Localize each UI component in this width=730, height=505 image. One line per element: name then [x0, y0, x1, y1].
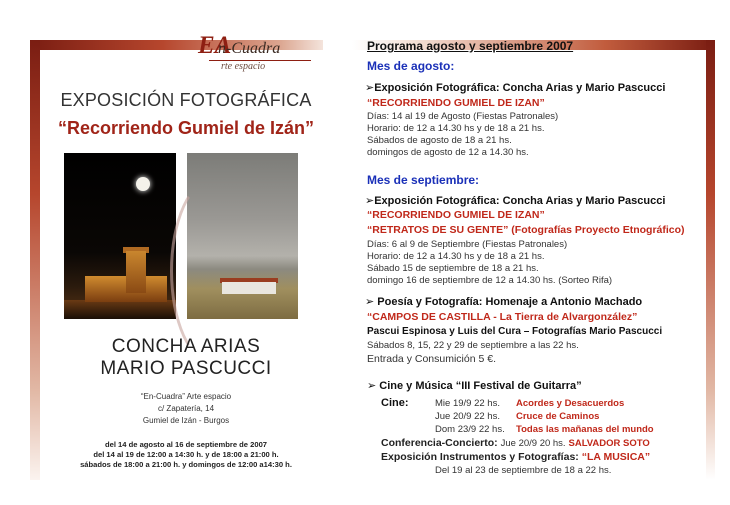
august-detail: Horario: de 12 a 14.30 hs y de 18 a 21 hs.	[367, 123, 545, 134]
program-title: Programa agosto y septiembre 2007	[367, 39, 574, 53]
venue-line: Gumiel de Izán - Burgos	[142, 416, 230, 425]
august-item-title: “RECORRIENDO GUMIEL DE IZAN”	[367, 97, 545, 109]
september-item	[365, 196, 665, 207]
poetry-authors: Pascui Espinosa y Luis del Cura – Fotografías Mario Pascucci	[367, 326, 663, 337]
august-item-label: Exposición Fotográfica: Concha Arias y Mario Pascucci	[374, 82, 666, 94]
film-date: Dom 23/9 22 hs.	[435, 424, 505, 435]
september-heading: Mes de septiembre:	[367, 173, 480, 187]
concert-date: Jue 20/9 20 hs.	[500, 438, 566, 449]
bullet-arrow-icon: ➢	[365, 296, 378, 308]
poetry-item	[365, 297, 642, 308]
cinema-item	[367, 381, 582, 392]
poster-subtitle: “Recorriendo Gumiel de Izán”	[57, 118, 315, 138]
moon-image	[136, 177, 150, 191]
instruments-title: “LA MUSICA”	[581, 451, 651, 463]
september-item-title-2: “RETRATOS DE SU GENTE” (Fotografías Proyecto Etnográfico)	[367, 224, 685, 236]
artist-name-1: CONCHA ARIAS	[111, 336, 261, 357]
concert-name: SALVADOR SOTO	[568, 438, 650, 449]
logo-mark: EA	[198, 32, 232, 59]
film-date: Jue 20/9 22 hs.	[435, 411, 500, 422]
film-date: Mie 19/9 22 hs.	[435, 398, 500, 409]
concert-label: Conferencia-Concierto:	[381, 437, 498, 449]
september-detail: Horario: de 12 a 14.30 hs y de 18 a 21 hs.	[367, 251, 545, 262]
film-title: Acordes y Desacuerdos	[516, 398, 625, 409]
film-title: Todas las mañanas del mundo	[516, 424, 654, 435]
church-tower-image	[126, 251, 146, 293]
august-detail: Días: 14 al 19 de Agosto (Fiestas Patronales)	[367, 111, 559, 122]
august-detail: domingos de agosto de 12 a 14.30 hs.	[367, 147, 529, 158]
poster-frame-left	[30, 40, 40, 480]
september-detail: Días: 6 al 9 de Septiembre (Fiestas Patronales)	[367, 239, 568, 250]
farmhouse-image	[222, 282, 276, 294]
instruments-label: Exposición Instrumentos y Fotografías:	[381, 451, 579, 463]
poetry-title: “CAMPOS DE CASTILLA - La Tierra de Alvargonzález”	[367, 311, 638, 323]
artist-name-2: MARIO PASCUCCI	[100, 358, 272, 379]
august-heading: Mes de agosto:	[367, 59, 455, 73]
bullet-arrow-icon: ➢	[365, 82, 375, 94]
cinema-label: Cine y Música “III Festival de Guitarra”	[379, 380, 582, 392]
september-item-label: Exposición Fotográfica: Concha Arias y Mario Pascucci	[374, 195, 666, 207]
poster-dates-line: del 14 de agosto al 16 de septiembre de 2007	[104, 440, 268, 449]
september-item-title: “RECORRIENDO GUMIEL DE IZAN”	[367, 209, 545, 221]
logo-subtitle: rte espacio	[221, 61, 266, 72]
poster-heading: EXPOSICIÓN FOTOGRÁFICA	[60, 90, 312, 110]
venue-line: c/ Zapatería, 14	[157, 404, 215, 413]
town-lights-image	[64, 300, 176, 319]
instruments-line	[381, 452, 650, 463]
poetry-entry: Entrada y Consumición 5 €.	[367, 353, 496, 365]
concert-line	[381, 438, 650, 449]
august-detail: Sábados de agosto de 18 a 21 hs.	[367, 135, 512, 146]
venue-line: “En-Cuadra” Arte espacio	[140, 392, 232, 401]
poetry-label: Poesía y Fotografía: Homenaje a Antonio Machado	[377, 296, 643, 308]
poetry-dates: Sábados 8, 15, 22 y 29 de septiembre a las 22 hs.	[367, 340, 579, 351]
logo-name: n-Cuadra	[218, 40, 281, 57]
poster-dates-line: sábados de 18:00 a 21:00 h. y domingos de 12:00 a14:30 h.	[80, 460, 292, 469]
august-item	[365, 83, 665, 94]
bullet-arrow-icon: ➢	[365, 195, 375, 207]
program-frame-right	[706, 40, 715, 480]
september-detail: Sábado 15 de septiembre de 18 a 21 hs.	[367, 263, 539, 274]
cine-label: Cine:	[381, 397, 409, 409]
film-title: Cruce de Caminos	[516, 411, 600, 422]
poster-dates-line: del 14 al 19 de 12:00 a 14:30 h. y de 18:00 a 21:00 h.	[93, 450, 279, 459]
september-detail: domingo 16 de septiembre de 12 a 14.30 hs. (Sorteo Rifa)	[367, 275, 613, 286]
instruments-dates: Del 19 al 23 de septiembre de 18 a 22 hs.	[435, 465, 612, 476]
bullet-arrow-icon: ➢	[367, 380, 380, 392]
